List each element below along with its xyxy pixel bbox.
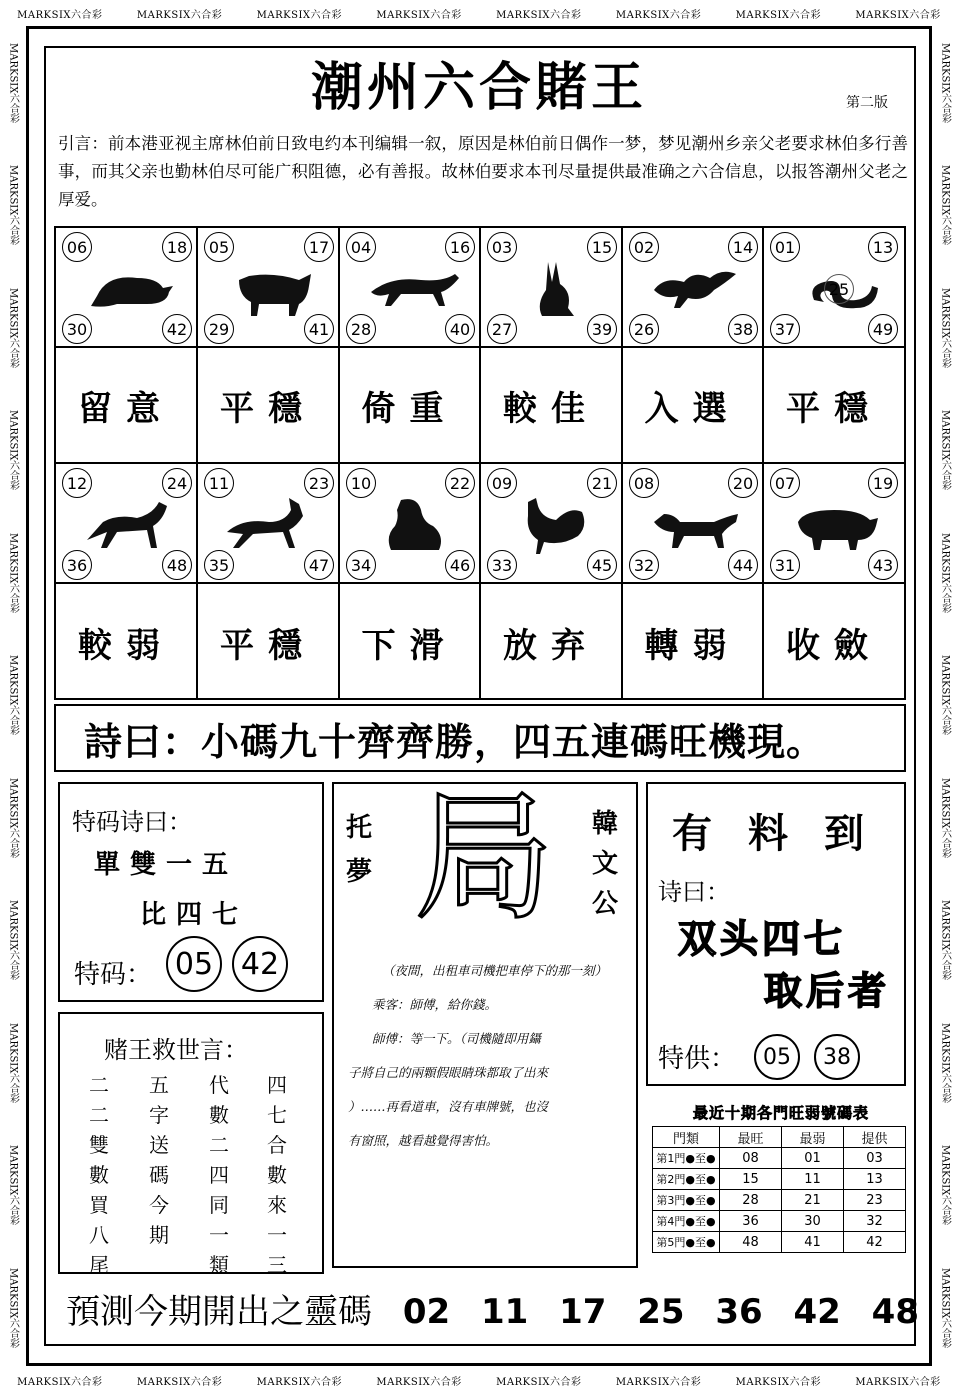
table-cell-hot: 15: [720, 1169, 782, 1190]
zodiac-number: 43: [868, 550, 898, 580]
zodiac-cell: [56, 228, 198, 348]
table-header-row: [653, 1127, 906, 1148]
zodiac-number: 16: [445, 232, 475, 262]
zodiac-number: 45: [587, 550, 617, 580]
ball-icon: ●: [685, 1236, 695, 1249]
page-title: 潮州六合賭王: [310, 57, 647, 118]
zodiac-number: 11: [204, 468, 234, 498]
zodiac-grid: [54, 226, 906, 700]
zodiac-cell: [481, 464, 623, 584]
story-line: （夜間，出租車司機把車停下的那一刻）: [382, 963, 608, 978]
ball-icon: ●: [706, 1236, 716, 1249]
zodiac-cell: [56, 464, 198, 584]
material-code-2: 38: [814, 1034, 860, 1080]
material-box: [646, 782, 906, 1086]
story-line: ）……再看道車，沒有車牌號，也沒: [348, 1099, 549, 1114]
zodiac-number: 40: [445, 314, 475, 344]
material-line1: 双头四七: [678, 917, 847, 961]
zodiac-cell: [764, 228, 904, 348]
table-cell-offer: 42: [844, 1232, 906, 1253]
goat-icon: [219, 492, 319, 556]
zodiac-number: 07: [770, 468, 800, 498]
range-label: 至: [695, 1236, 706, 1249]
zodiac-status: 平穩: [198, 348, 340, 464]
pig-icon: [784, 492, 884, 556]
door-label: 第4門: [656, 1215, 686, 1228]
footer-label: 預測今期開出之靈碼: [66, 1292, 372, 1332]
dragon-icon: [644, 256, 744, 320]
zodiac-number: 08: [629, 468, 659, 498]
rabbit-icon: [502, 256, 602, 320]
zodiac-number: 18: [162, 232, 192, 262]
zodiac-status: 平穩: [764, 348, 904, 464]
zodiac-number: 04: [346, 232, 376, 262]
zodiac-number: 19: [868, 468, 898, 498]
dream-label: 托夢: [345, 813, 372, 887]
zodiac-status: 平穩: [198, 584, 340, 700]
ball-icon: ●: [685, 1173, 695, 1186]
door-cell: [653, 1211, 720, 1232]
zodiac-number: 42: [162, 314, 192, 344]
watermark-top: MARKSIX六合彩 MARKSIX六合彩 MARKSIX六合彩 MARKSIX六合彩 MARKSIX六合彩 MARKSIX六合彩 MARKSIX六合彩 MARKSIX六合彩: [17, 9, 941, 21]
door-label: 第3門: [656, 1194, 686, 1207]
zodiac-number: 15: [587, 232, 617, 262]
ball-icon: ●: [706, 1215, 716, 1228]
material-line2: 取后者: [764, 969, 891, 1013]
zodiac-status: 轉弱: [623, 584, 764, 700]
table-header: 最旺: [720, 1127, 782, 1148]
watermark-bottom: MARKSIX六合彩 MARKSIX六合彩 MARKSIX六合彩 MARKSIX六合彩 MARKSIX六合彩 MARKSIX六合彩 MARKSIX六合彩 MARKSIX六合彩: [17, 1376, 941, 1388]
zodiac-number: 02: [629, 232, 659, 262]
footer-number: 48: [871, 1292, 919, 1332]
zodiac-number: 24: [162, 468, 192, 498]
zodiac-number: 05: [204, 232, 234, 262]
zodiac-number: 37: [770, 314, 800, 344]
special-code-2: 42: [232, 936, 288, 992]
door-cell: [653, 1148, 720, 1169]
rooster-icon: [502, 492, 602, 556]
gambler-words-col-4: 四七合數來一三: [267, 1073, 287, 1277]
edition-label: 第二版: [846, 95, 888, 111]
horse-icon: [77, 492, 177, 556]
door-cell: [653, 1169, 720, 1190]
material-title: 有料到: [672, 811, 900, 857]
zodiac-status: 留意: [56, 348, 198, 464]
story-line: 有窗照，越看越覺得害怕。: [348, 1133, 499, 1148]
material-poem-label: 诗曰：: [658, 878, 730, 906]
zodiac-number: 32: [629, 550, 659, 580]
ox-icon: [219, 256, 319, 320]
zodiac-number: 03: [487, 232, 517, 262]
zodiac-number: 49: [868, 314, 898, 344]
table-header: 門類: [653, 1127, 720, 1148]
door-table: [652, 1126, 906, 1253]
monkey-icon: [361, 492, 461, 556]
zodiac-number: 20: [728, 468, 758, 498]
ball-icon: ●: [685, 1215, 695, 1228]
special-poem-label: 特码诗曰：: [72, 808, 192, 836]
table-cell-offer: 13: [844, 1169, 906, 1190]
zodiac-status: 入選: [623, 348, 764, 464]
zodiac-number: 10: [346, 468, 376, 498]
zodiac-cell: [340, 228, 481, 348]
zodiac-number: 13: [868, 232, 898, 262]
zodiac-cell: [198, 228, 340, 348]
zodiac-number: 21: [587, 468, 617, 498]
zodiac-number: 35: [204, 550, 234, 580]
tiger-icon: [361, 256, 461, 320]
door-table-title: 最近十期各門旺弱號碼表: [692, 1104, 869, 1122]
door-label: 第5門: [656, 1236, 686, 1249]
story-line: 乘客：師傅，給你錢。: [372, 997, 498, 1012]
ball-icon: ●: [685, 1194, 695, 1207]
zodiac-number: 39: [587, 314, 617, 344]
door-label: 第2門: [656, 1173, 686, 1186]
zodiac-number: 44: [728, 550, 758, 580]
watermark-left: MARKSIX六合彩 MARKSIX六合彩 MARKSIX六合彩 MARKSIX六合彩 MARKSIX六合彩 MARKSIX六合彩 MARKSIX六合彩 MARKSIX六合彩 MARKSIX六合彩 MARKSIX六合彩 MARKSIX六合彩: [7, 43, 19, 1348]
ball-icon: ●: [685, 1152, 695, 1165]
table-cell-hot: 28: [720, 1190, 782, 1211]
range-label: 至: [695, 1215, 706, 1228]
door-cell: [653, 1190, 720, 1211]
poem-banner: 詩曰：小碼九十齊齊勝，四五連碼旺機現。: [54, 704, 906, 772]
table-cell-cold: 01: [782, 1148, 844, 1169]
material-code-label: 特供：: [658, 1044, 737, 1074]
footer-number: 42: [793, 1292, 841, 1332]
material-code-1: 05: [754, 1034, 800, 1080]
special-poem-line2: 比四七: [140, 900, 249, 930]
gambler-words-col-1: 二二雙數買八尾: [89, 1073, 109, 1277]
gambler-words-col-3: 代數二四同一類: [209, 1073, 229, 1277]
footer-number: 17: [559, 1292, 607, 1332]
ball-icon: ●: [706, 1173, 716, 1186]
story-line: 子將自己的兩顆假眼睛珠都取了出來: [348, 1065, 549, 1080]
gambler-words-col-2: 五字送碼今期: [149, 1073, 169, 1247]
zodiac-number: 30: [62, 314, 92, 344]
table-cell-hot: 08: [720, 1148, 782, 1169]
big-character: 局: [413, 777, 554, 940]
table-cell-cold: 11: [782, 1169, 844, 1190]
zodiac-number: 26: [629, 314, 659, 344]
zodiac-status: 較弱: [56, 584, 198, 700]
footer-prediction: [66, 1284, 919, 1333]
zodiac-number: 17: [304, 232, 334, 262]
dream-story-box: [332, 777, 638, 1268]
zodiac-status: 收斂: [786, 625, 882, 666]
zodiac-number: 25: [824, 274, 854, 304]
zodiac-number: 36: [62, 550, 92, 580]
table-cell-hot: 48: [720, 1232, 782, 1253]
zodiac-number: 34: [346, 550, 376, 580]
table-header: 提供: [844, 1127, 906, 1148]
zodiac-number: 14: [728, 232, 758, 262]
table-cell-offer: 32: [844, 1211, 906, 1232]
special-poem-box: [58, 782, 324, 1002]
footer-number: 11: [480, 1292, 529, 1332]
zodiac-number: 06: [62, 232, 92, 262]
zodiac-cell: [764, 464, 904, 584]
footer-number: 02: [402, 1292, 451, 1332]
zodiac-number: 48: [162, 550, 192, 580]
zodiac-number: 31: [770, 550, 800, 580]
zodiac-number: 01: [770, 232, 800, 262]
ball-icon: ●: [706, 1194, 716, 1207]
zodiac-number: 46: [445, 550, 475, 580]
zodiac-status: 較佳: [481, 348, 623, 464]
table-row: [653, 1148, 906, 1169]
range-label: 至: [695, 1152, 706, 1165]
table-cell-offer: 23: [844, 1190, 906, 1211]
table-cell-offer: 03: [844, 1148, 906, 1169]
table-cell-cold: 30: [782, 1211, 844, 1232]
table-row: [653, 1190, 906, 1211]
zodiac-number: 22: [445, 468, 475, 498]
special-code-label: 特码：: [74, 960, 153, 990]
table-row: [653, 1232, 906, 1253]
table-cell-cold: 21: [782, 1190, 844, 1211]
special-poem-line1: 單雙一五: [94, 850, 239, 880]
zodiac-status: 下滑: [340, 584, 481, 700]
zodiac-number: 47: [304, 550, 334, 580]
zodiac-status: 倚重: [340, 348, 481, 464]
range-label: 至: [695, 1173, 706, 1186]
rat-icon: [77, 256, 177, 320]
zodiac-number: 38: [728, 314, 758, 344]
door-label: 第1門: [656, 1152, 686, 1165]
zodiac-number: 09: [487, 468, 517, 498]
table-cell-cold: 41: [782, 1232, 844, 1253]
intro-text: 引言：前本港亚视主席林伯前日致电约本刊编辑一叙，原因是林伯前日偶作一梦，梦见潮州乡亲父老要求林伯多行善事，而其父亲也勤林伯尽可能广积阻德，必有善报。故林伯要求本刊尽量提供最准确之六合信息，以报答潮州父老之厚爱。: [58, 134, 908, 209]
zodiac-number: 29: [204, 314, 234, 344]
door-cell: [653, 1232, 720, 1253]
zodiac-cell: [623, 228, 764, 348]
zodiac-number: 27: [487, 314, 517, 344]
range-label: 至: [695, 1194, 706, 1207]
table-header: 最弱: [782, 1127, 844, 1148]
zodiac-cell: [198, 464, 340, 584]
footer-number: 36: [715, 1292, 763, 1332]
zodiac-number: 28: [346, 314, 376, 344]
story-line: 師傅：等一下。（司機隨即用鑷: [372, 1031, 541, 1046]
zodiac-number: 33: [487, 550, 517, 580]
watermark-right: MARKSIX六合彩 MARKSIX六合彩 MARKSIX六合彩 MARKSIX六合彩 MARKSIX六合彩 MARKSIX六合彩 MARKSIX六合彩 MARKSIX六合彩 MARKSIX六合彩 MARKSIX六合彩 MARKSIX六合彩: [939, 43, 951, 1348]
dog-icon: [644, 492, 744, 556]
zodiac-number: 12: [62, 468, 92, 498]
zodiac-cell: [340, 464, 481, 584]
table-row: [653, 1211, 906, 1232]
gambler-words-title: 赌王救世言：: [104, 1036, 248, 1064]
story-text: [348, 954, 634, 1158]
zodiac-cell: [623, 464, 764, 584]
zodiac-number: 23: [304, 468, 334, 498]
special-code-1: 05: [166, 936, 222, 992]
ball-icon: ●: [706, 1152, 716, 1165]
zodiac-cell: [481, 228, 623, 348]
table-cell-hot: 36: [720, 1211, 782, 1232]
table-row: [653, 1169, 906, 1190]
han-wen-gong-label: 韓文公: [591, 809, 618, 919]
zodiac-number: 41: [304, 314, 334, 344]
footer-number: 25: [637, 1292, 685, 1332]
zodiac-status: 放弃: [481, 584, 623, 700]
